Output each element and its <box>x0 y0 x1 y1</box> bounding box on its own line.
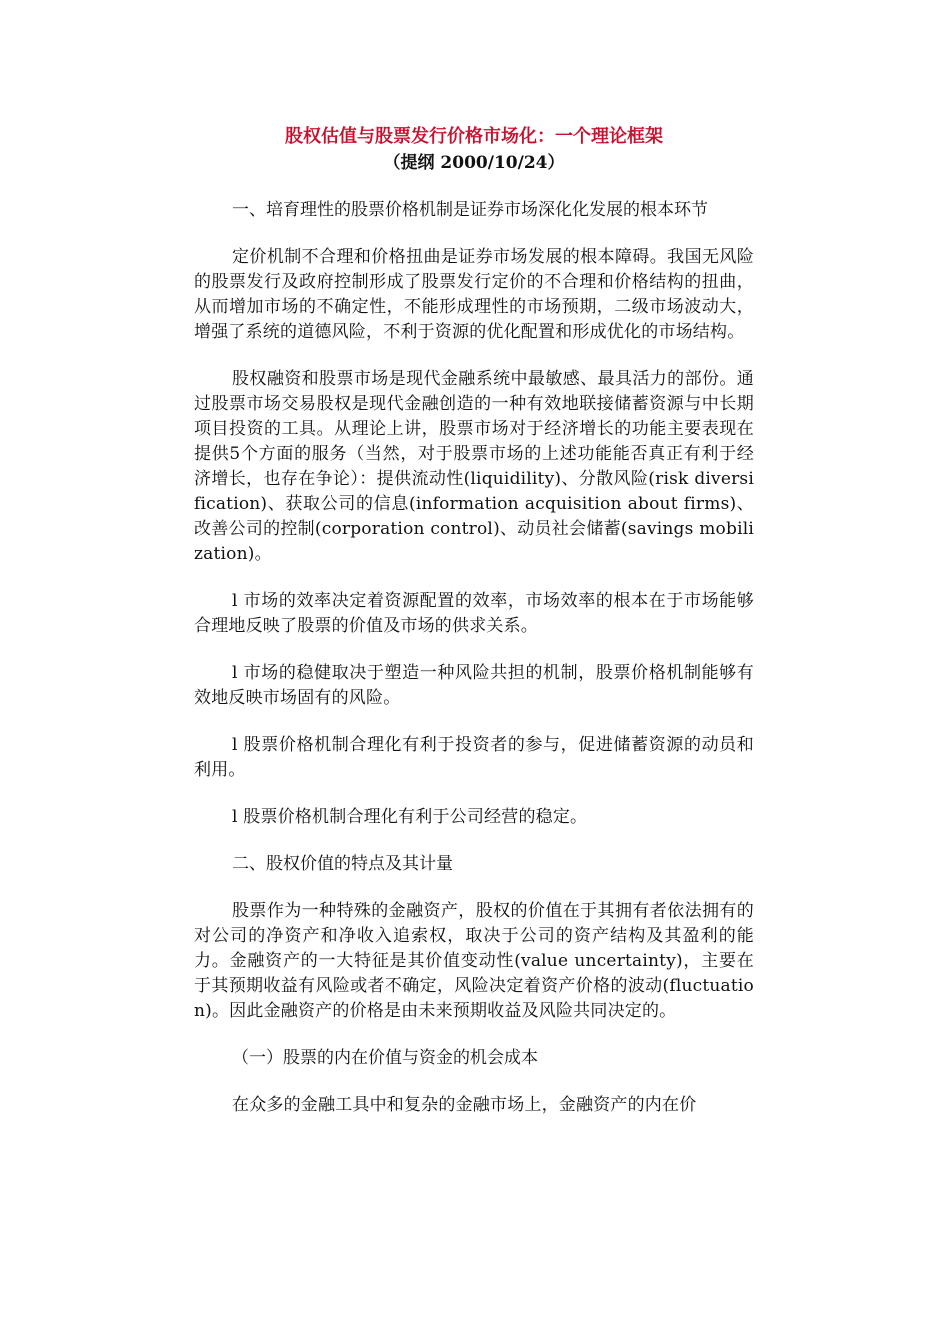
bullet-item-2: l 市场的稳健取决于塑造一种风险共担的机制，股票价格机制能够有效地反映市场固有的风险。 <box>194 663 754 708</box>
paragraph-1: 定价机制不合理和价格扭曲是证券市场发展的根本障碍。我国无风险的股票发行及政府控制形成了股票发行定价的不合理和价格结构的扭曲，从而增加市场的不确定性，不能形成理性的市场预期，二级市场波动大，增强了系统的道德风险，不利于资源的优化配置和形成优化的市场结构。 <box>194 247 754 342</box>
bullet-item-4: l 股票价格机制合理化有利于公司经营的稳定。 <box>232 807 588 827</box>
bullet-item-1: l 市场的效率决定着资源配置的效率，市场效率的根本在于市场能够合理地反映了股票的价值及市场的供求关系。 <box>194 591 754 636</box>
bullet-item-3: l 股票价格机制合理化有利于投资者的参与，促进储蓄资源的动员和利用。 <box>194 735 754 780</box>
document-title: 股权估值与股票发行价格市场化：一个理论框架 <box>285 126 663 147</box>
document-subtitle: （提纲 2000/10/24） <box>383 153 565 173</box>
subsection-heading-1: （一）股票的内在价值与资金的机会成本 <box>232 1048 538 1068</box>
section-heading-1: 一、培育理性的股票价格机制是证券市场深化化发展的根本环节 <box>232 200 708 220</box>
paragraph-3: 股票作为一种特殊的金融资产，股权的价值在于其拥有者依法拥有的对公司的净资产和净收入追索权，取决于公司的资产结构及其盈利的能力。金融资产的一大特征是其价值变动性(value uncertainty)，主要在于其预期收益有风险或者不确定，风险决定着资产价格的波动(fluctuation)。因此金融资产的价格是由未来预期收益及风险共同决定的。 <box>194 901 754 1021</box>
section-heading-2: 二、股权价值的特点及其计量 <box>232 854 453 874</box>
document-page <box>194 124 754 1140</box>
paragraph-2: 股权融资和股票市场是现代金融系统中最敏感、最具活力的部份。通过股票市场交易股权是现代金融创造的一种有效地联接储蓄资源与中长期项目投资的工具。从理论上讲，股票市场对于经济增长的功能主要表现在提供5个方面的服务（当然，对于股票市场的上述功能能否真正有利于经济增长，也存在争论）：提供流动性(liquidility)、分散风险(risk diversification)、获取公司的信息(information acquisition about firms)、改善公司的控制(corporation control)、动员社会储蓄(savings mobilization)。 <box>194 369 754 564</box>
paragraph-4: 在众多的金融工具中和复杂的金融市场上，金融资产的内在价 <box>232 1095 697 1115</box>
